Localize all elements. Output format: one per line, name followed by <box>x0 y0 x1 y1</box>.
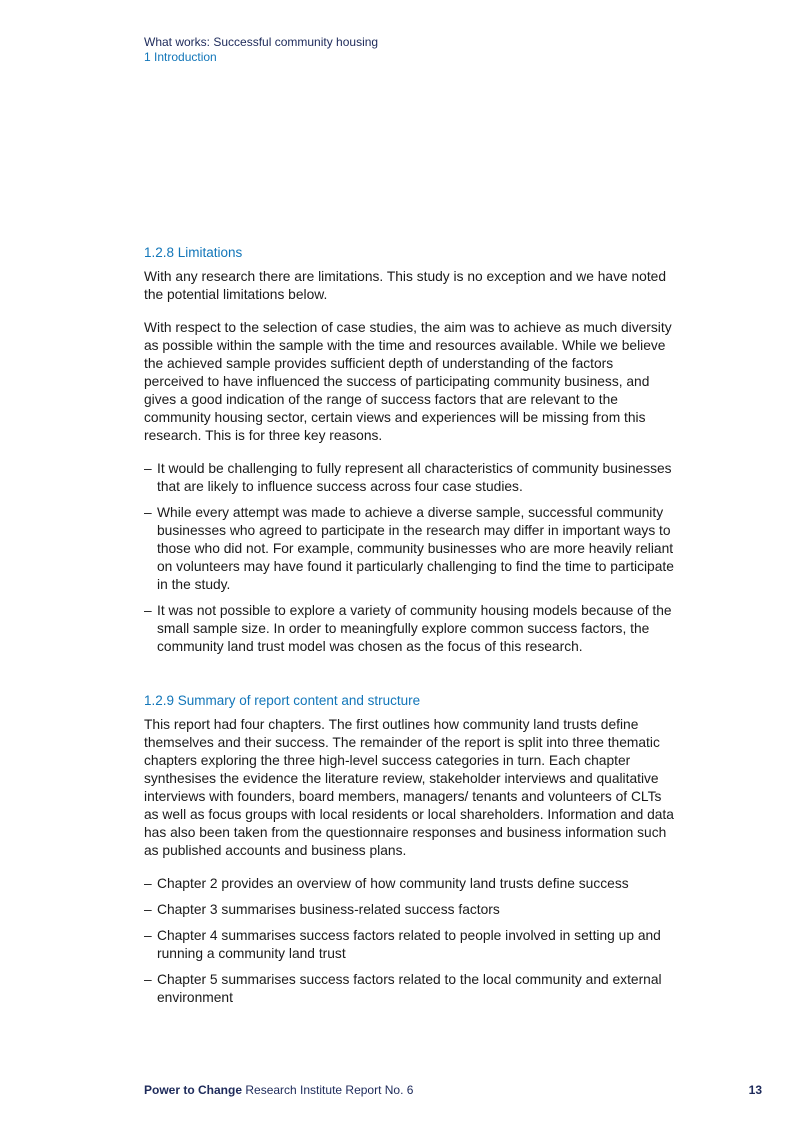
paragraph: This report had four chapters. The first outlines how community land trusts define themselves and their success. The remainder of the report is split into three thematic chapters exploring the three high-level success categories in turn. Each chapter synthesises the evidence the literature review, stakeholder interviews and qualitative interviews with founders, board members, managers/ tenants and volunteers of CLTs as well as focus groups with local residents or local shareholders. Information and data has also been taken from the questionnaire responses and business information such as published accounts and business plans. <box>144 717 674 858</box>
footer-report-title: Research Institute Report No. 6 <box>245 1083 414 1097</box>
list-item: – Chapter 3 summarises business-related success factors <box>144 901 674 919</box>
list-item: – It was not possible to explore a variety of community housing models because of the small sample size. In order to meaningfully explore common success factors, the community land trust model was chosen as the focus of this research. <box>144 602 674 656</box>
bullet-list <box>144 460 674 656</box>
list-item: – While every attempt was made to achieve a diverse sample, successful community businesses who agreed to participate in the research may differ in important ways to those who did not. For example, community businesses who are more heavily reliant on volunteers may have found it particularly challenging to find the time to participate in the study. <box>144 504 674 594</box>
list-item: – Chapter 5 summarises success factors related to the local community and external environment <box>144 971 674 1007</box>
paragraph: With any research there are limitations. This study is no exception and we have noted the potential limitations below. <box>144 269 667 302</box>
page-number: 13 <box>748 1083 762 1097</box>
page-footer <box>144 1083 762 1098</box>
footer-brand: Power to Change <box>144 1083 243 1097</box>
page-content <box>144 244 674 1015</box>
bullet-list <box>144 875 674 1007</box>
document-title: What works: Successful community housing <box>144 35 379 49</box>
paragraph: With respect to the selection of case studies, the aim was to achieve as much diversity as possible within the sample with the time and resources available. While we believe the achieved sample provides sufficient depth of understanding of the factors perceived to have influenced the success of participating community business, and gives a good indication of the range of success factors that are relevant to the community housing sector, certain views and experiences will be missing from this research. This is for three key reasons. <box>144 320 672 443</box>
section-heading: 1.2.9 Summary of report content and structure <box>144 693 421 708</box>
section-limitations <box>144 244 674 656</box>
section-summary <box>144 692 674 1007</box>
running-header <box>144 35 378 65</box>
list-item: – Chapter 2 provides an overview of how community land trusts define success <box>144 875 674 893</box>
section-label: 1 Introduction <box>144 50 217 64</box>
list-item: – It would be challenging to fully represent all characteristics of community businesses that are likely to influence success across four case studies. <box>144 460 674 496</box>
section-heading: 1.2.8 Limitations <box>144 245 243 260</box>
list-item: – Chapter 4 summarises success factors related to people involved in setting up and running a community land trust <box>144 927 674 963</box>
